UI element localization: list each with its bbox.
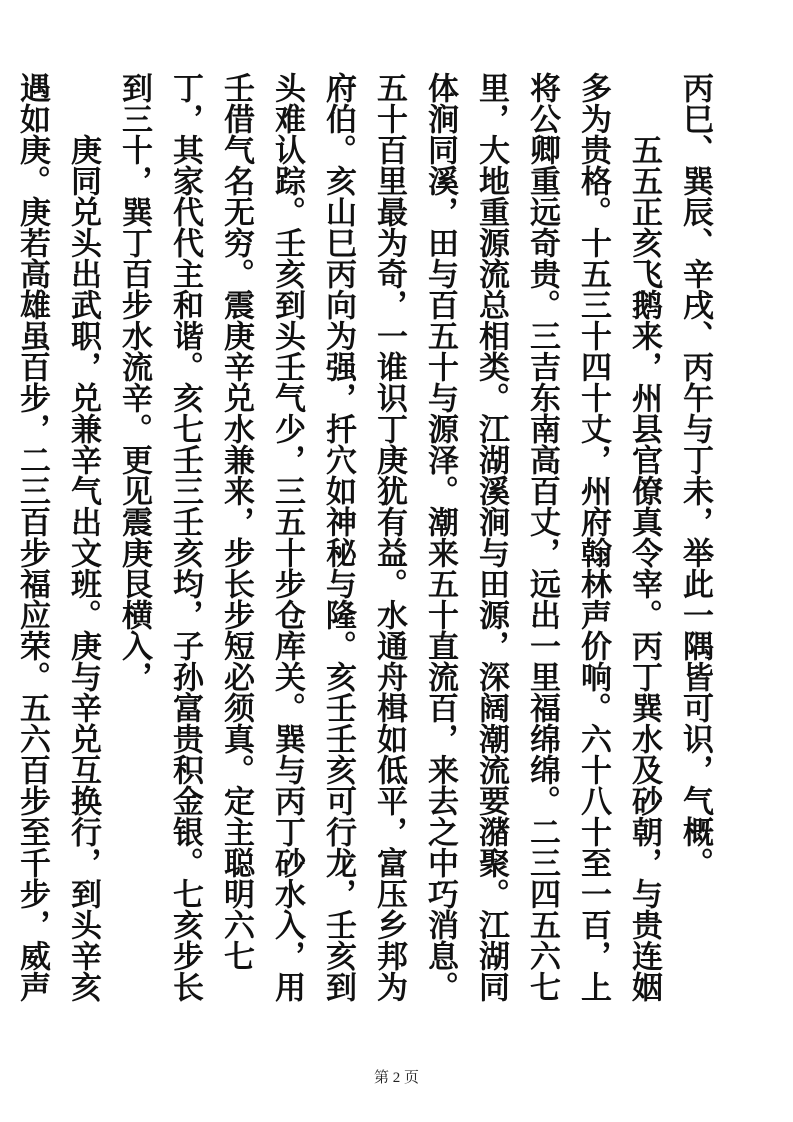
page-number: 第 2 页 [373,1070,419,1086]
paragraph-3: 庚同兑头出武职，兑兼辛气出文班。庚与辛兑互换行，到头辛亥遇如庚。庚若高雄虽百步，二三百步福应荣。五六百步至千步，威声 [14,72,101,1002]
paragraph-2: 五五正亥飞鹅来，州县官僚真令宰。丙丁巽水及砂朝，与贵连姻多为贵格。十五三十四十丈，州府翰林声价响。六十八十至一百，上将公卿重远奇贵。三吉东南高百丈，远出一里福绵绵。二三四五六七里，大地重源流总相类。江湖溪涧与田源，深阔潮流要潴聚。江湖同体涧同溪，田与百五十与源泽。潮来五十直流百，来去之中巧消息。五十百里最为奇，一谁识丁庚犹有益。水通舟楫如低平，富压乡邦为府伯。亥山巳丙向为强，扦穴如神秘与隆。亥壬壬亥可行龙，壬亥到头难认踪。壬亥到头壬气少，三五十步仓库关。巽与丙丁砂水入，用壬借气名无穷。震庚辛兑水兼来，步长步短必须真。定主聪明六七丁，其家代代主和谐。亥七壬三壬亥均，子孙富贵积金银。七亥步长到三十，巽丁百步水流辛。更见震庚艮横入， [116,72,662,1002]
vertical-text-body [14,72,720,1032]
paragraph-1: 丙巳、巽辰、辛戌、丙午与丁未，举此一隅皆可识，气概。 [677,72,713,878]
